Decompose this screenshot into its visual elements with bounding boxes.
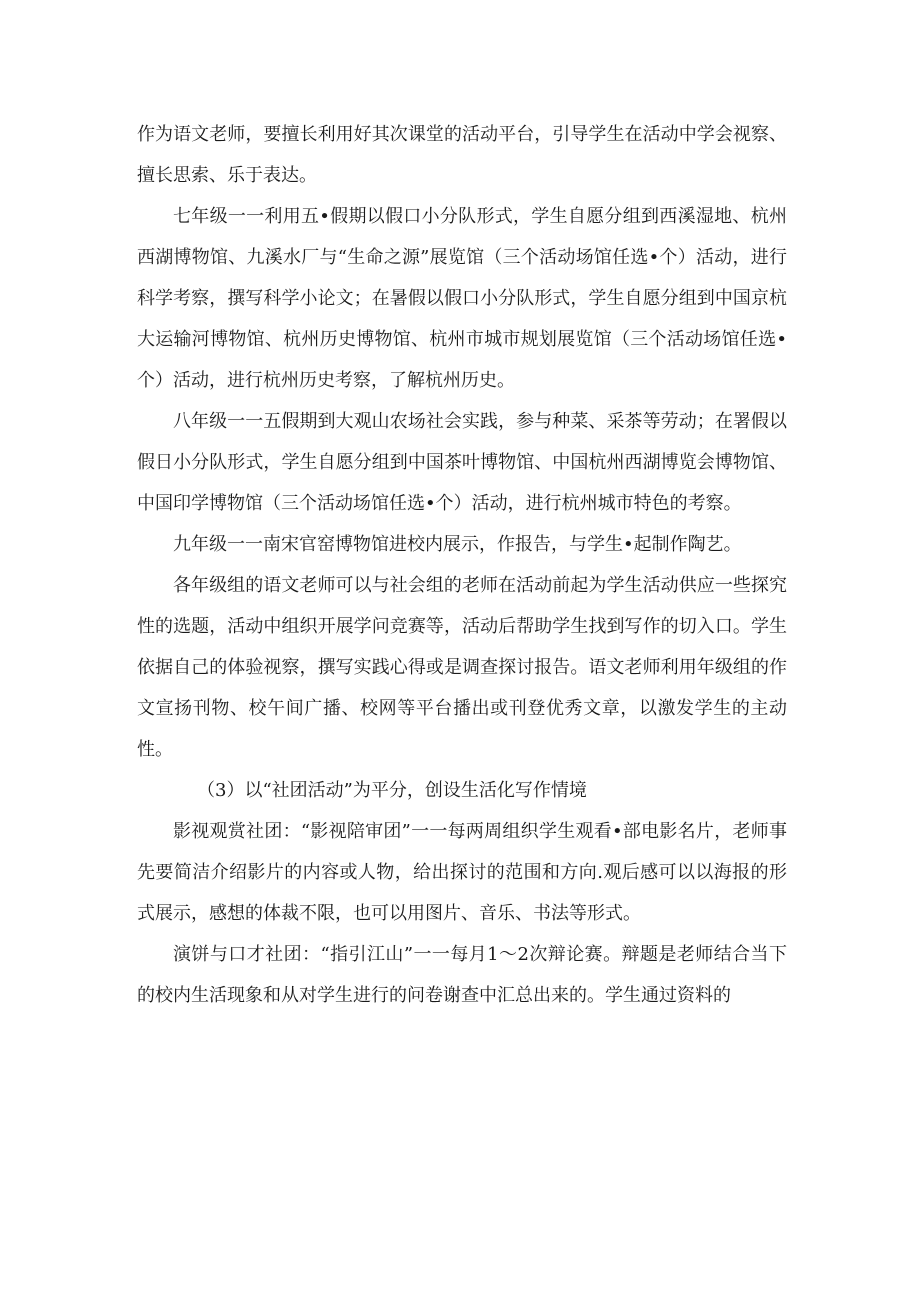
paragraph-film-club: 影视观赏社团：“影视陪审团”一一每两周组织学生观看•部电影名片，老师事先要简洁介绍影片的内容或人物，给出探讨的范围和方向.观后感可以以海报的形式展示，感想的体裁不限，也可以用图片、音乐、书法等形式。 bbox=[137, 821, 787, 924]
paragraph-intro: 作为语文老师，要擅长利用好其次课堂的活动平台，引导学生在活动中学会视察、擅长思索、乐于表达。 bbox=[137, 124, 787, 186]
paragraph-debate-club: 演饼与口才社团：“指引江山”一一每月1～2次辩论赛。辩题是老师结合当下的校内生活现象和从对学生进行的问卷谢查中汇总出来的。学生通过资料的 bbox=[137, 944, 787, 1006]
section-heading-club-activities: （3）以“社团活动”为平分，创设生活化写作情境 bbox=[197, 780, 587, 801]
paragraph-grade-eight: 八年级一一五假期到大观山农场社会实践，参与种菜、采茶等劳动；在署假以假日小分队形式，学生自愿分组到中国茶叶博物馆、中国杭州西湖博览会博物馆、中国印学博物馆（三个活动场馆任选•个）活动，进行杭州城市特色的考察。 bbox=[137, 411, 787, 514]
paragraph-grade-nine: 九年级一一南宋官窑博物馆进校内展示，作报告，与学生•起制作陶艺。 bbox=[173, 534, 742, 555]
document-body bbox=[137, 114, 787, 1016]
paragraph-teachers: 各年级组的语文老师可以与社会组的老师在活动前起为学生活动供应一些探究性的选题，活动中组织开展学问竞赛等，活动后帮助学生找到写作的切入口。学生依据自己的体验视察，撰写实践心得或是调查探讨报告。语文老师利用年级组的作文宣扬刊物、校午间广播、校网等平台播出或刊登优秀文章，以激发学生的主动性。 bbox=[137, 575, 787, 760]
paragraph-grade-seven: 七年级一一利用五•假期以假口小分队形式，学生自愿分组到西溪湿地、杭州西湖博物馆、九溪水厂与“生命之源”展览馆（三个活动场馆任选•个）活动，进行科学考察，撰写科学小论文；在暑假以假口小分队形式，学生自愿分组到中国京杭大运输河博物馆、杭州历史博物馆、杭州市城市规划展览馆（三个活动场馆任选•个）活动，进行杭州历史考察，了解杭州历史。 bbox=[137, 206, 787, 391]
